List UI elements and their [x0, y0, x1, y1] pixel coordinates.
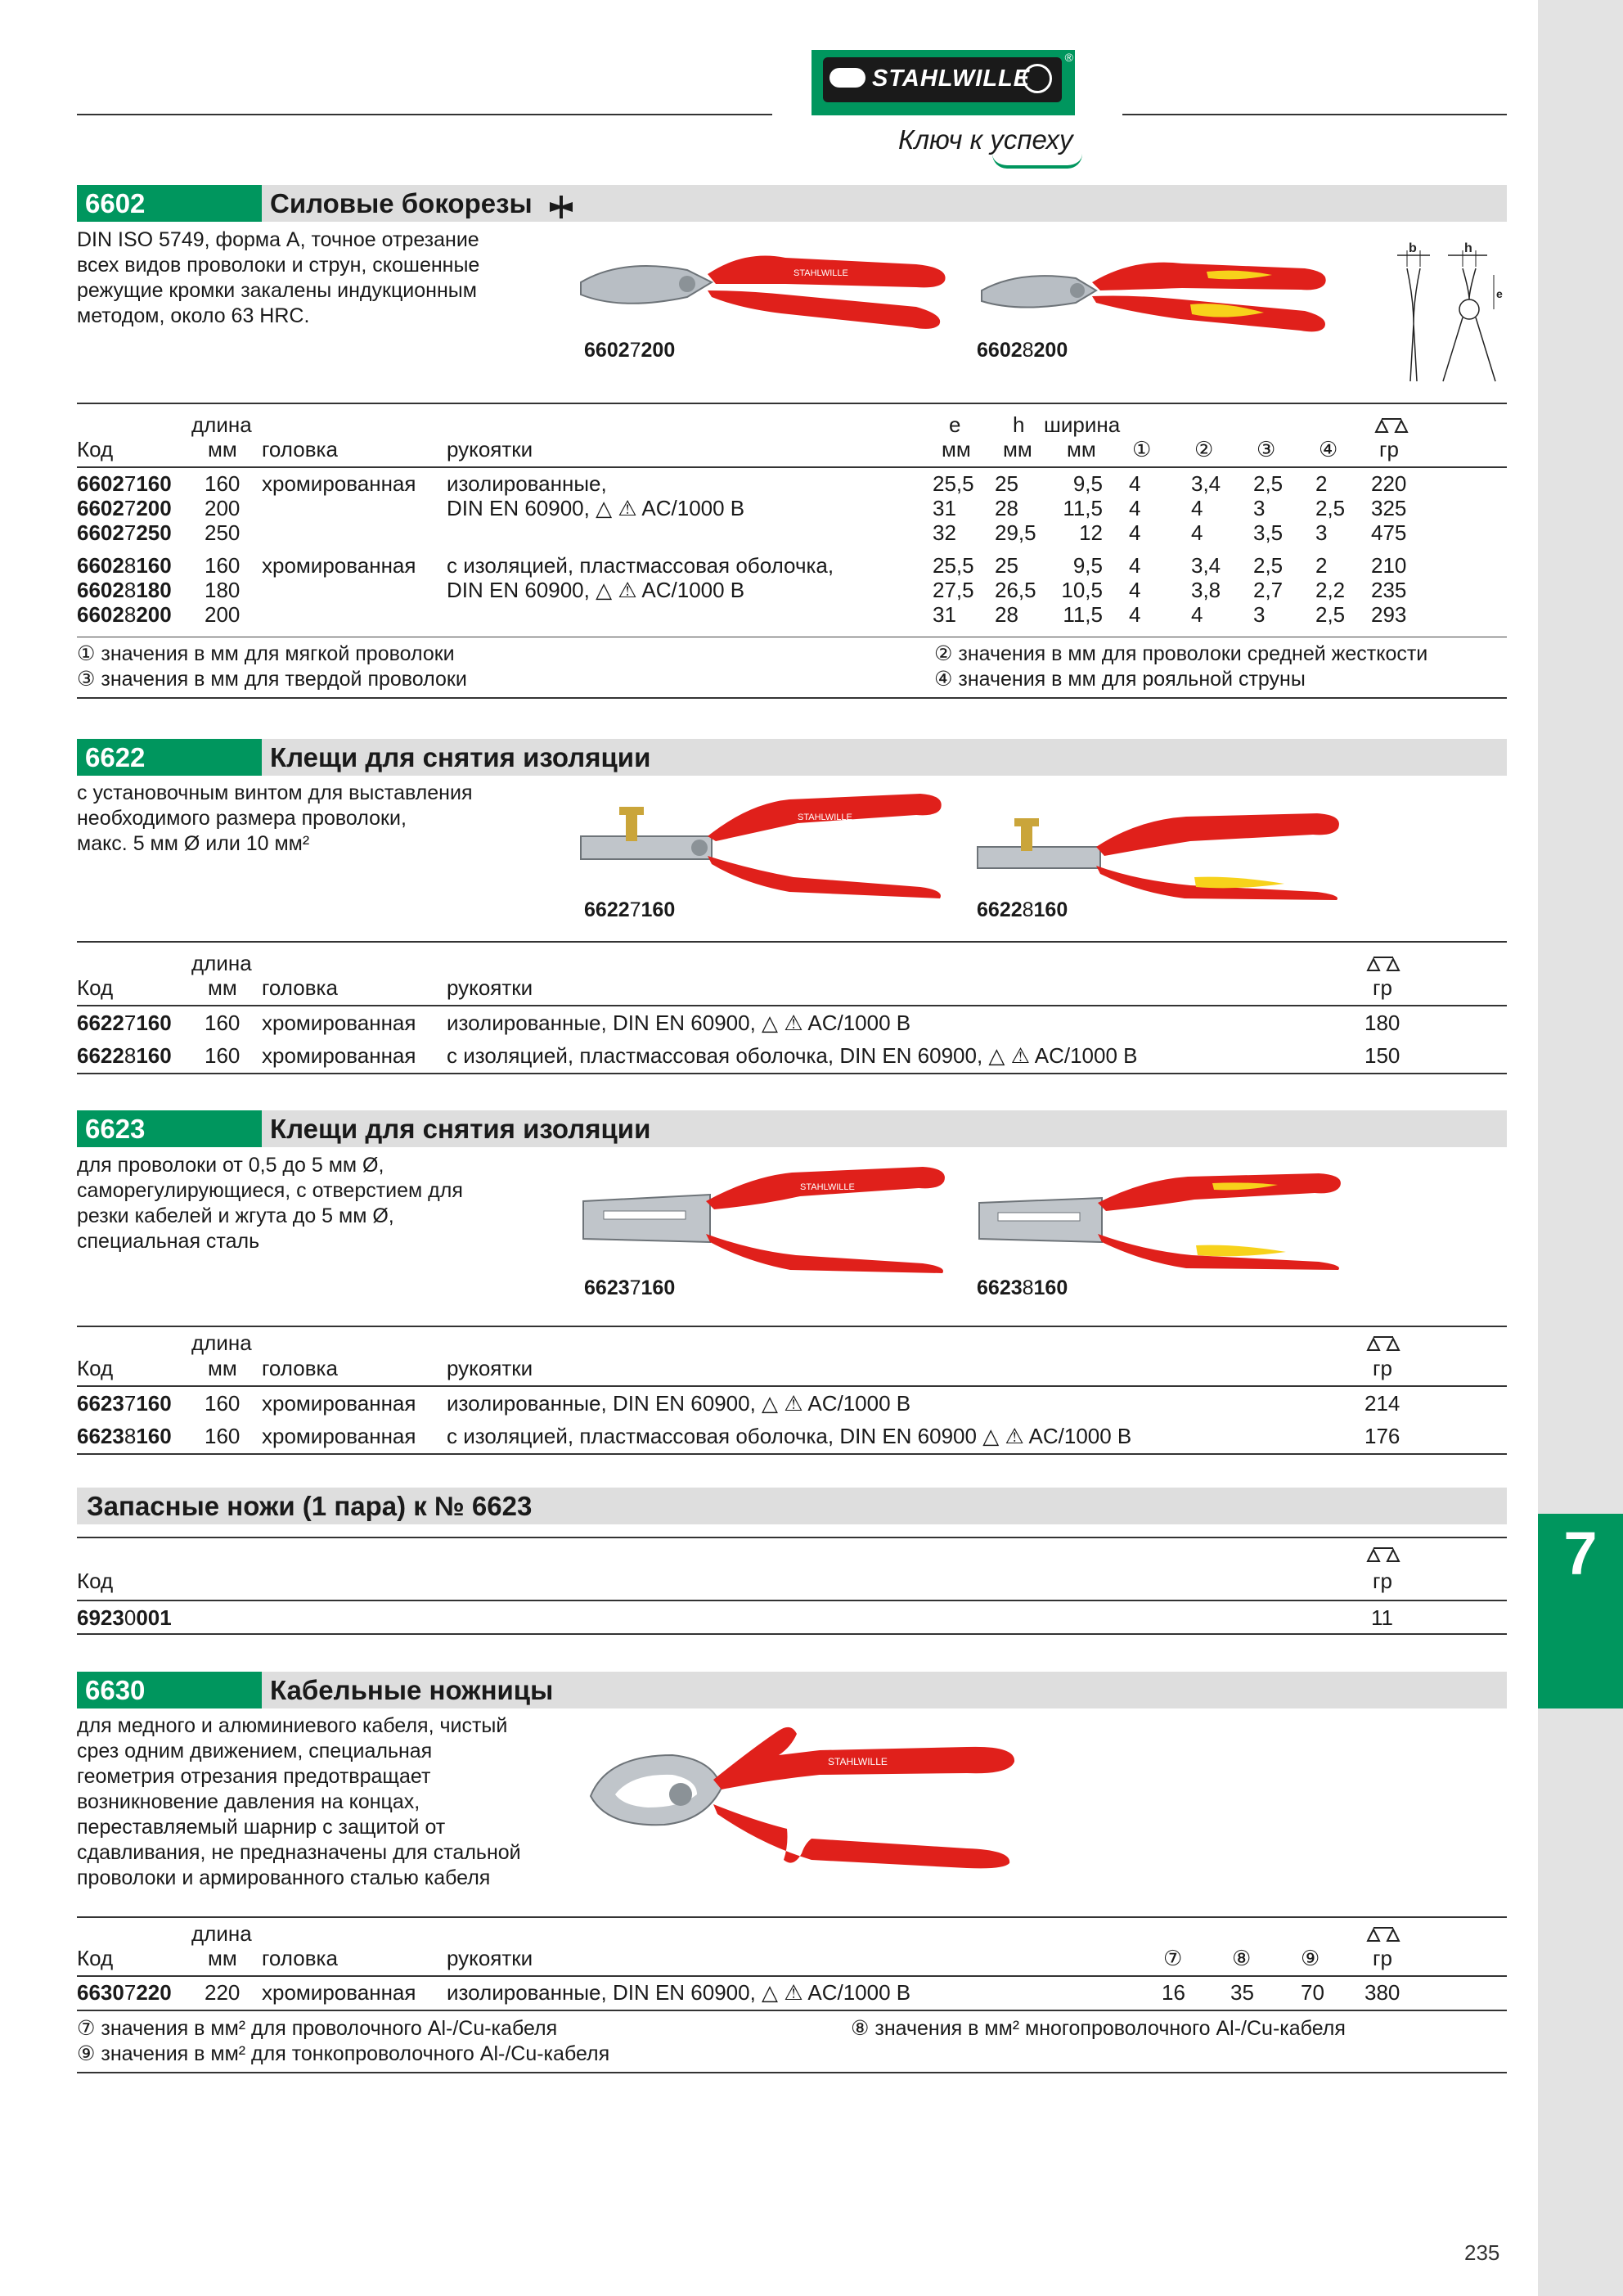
table-row-c2: 4 [1191, 520, 1203, 545]
table-rule [77, 1916, 1507, 1918]
col-header-mm: мм [208, 437, 237, 461]
section-name: Клещи для снятия изоляции [270, 742, 651, 772]
footnote: ③ значения в мм для твердой проволоки [77, 668, 467, 691]
col-header-code: Код [77, 1946, 114, 1970]
description-line: необходимого размера проволоки, [77, 807, 407, 830]
table-row-c4: 2 [1315, 471, 1328, 496]
product-image-6622-7160 [577, 787, 953, 902]
table-row-length: 180 [205, 578, 241, 602]
col-header-code: Код [77, 1569, 114, 1593]
table-row-h: 29,5 [995, 520, 1036, 545]
weight-icon [1364, 1545, 1402, 1564]
table-rule [77, 1385, 1507, 1387]
col-header-n7: ⑦ [1163, 1946, 1183, 1970]
description-line: всех видов проволоки и струн, скошенные [77, 254, 480, 277]
description-line: проволоки и армированного сталью кабеля [77, 1866, 491, 1889]
col-header-gr: гр [1373, 975, 1392, 1000]
description-line: саморегулирующиеся, с отверстием для [77, 1179, 463, 1202]
col-header-handles: рукоятки [447, 437, 533, 461]
col-header-mm: мм [208, 1946, 237, 1970]
section-description-6623 [77, 1153, 568, 1254]
table-rule [77, 1975, 1507, 1977]
table-row-width: 10,5 [1061, 578, 1103, 602]
table-row-code[interactable]: 66028160 [77, 553, 172, 578]
weight-icon [1373, 416, 1410, 435]
col-header-h: h [1013, 412, 1025, 437]
table-row-head: хромированная [262, 1011, 416, 1035]
table-row-code: 66307220 [77, 1980, 172, 2005]
logo-plate [823, 57, 1062, 102]
section-description-6622 [77, 781, 568, 857]
table-row-length: 160 [205, 471, 241, 496]
table-row-weight: 150 [1364, 1043, 1400, 1068]
table-row-c4: 2 [1315, 553, 1328, 578]
table-row-h: 25 [995, 471, 1018, 496]
table-row-h: 28 [995, 602, 1018, 627]
table-row-code: 69230001 [77, 1605, 172, 1630]
table-row-c1: 4 [1129, 578, 1141, 602]
product-image-6630-7220 [582, 1722, 1024, 1870]
section-name: Клещи для снятия изоляции [270, 1114, 651, 1144]
table-row-handles: изолированные, DIN EN 60900, △ ⚠ AC/1000 B [447, 1391, 911, 1416]
col-header-head: головка [262, 975, 338, 1000]
table-row-width: 12 [1079, 520, 1103, 545]
description-line: для проволоки от 0,5 до 5 мм Ø, [77, 1154, 384, 1177]
footnote: ④ значения в мм для рояльной струны [934, 668, 1306, 691]
col-header-length: длина [191, 951, 252, 975]
table-row-c1: 4 [1129, 496, 1141, 520]
weight-icon [1364, 954, 1402, 974]
table-row-handles: с изоляцией, пластмассовая оболочка, [447, 553, 834, 578]
slogan-swoosh [992, 154, 1082, 169]
col-header-code: Код [77, 1356, 114, 1380]
table-rule [77, 941, 1507, 943]
table-row-weight: 475 [1371, 520, 1407, 545]
table-row-code[interactable]: 66027250 [77, 520, 172, 545]
table-row-c3: 2,5 [1253, 471, 1284, 496]
footnote: ⑦ значения в мм² для проволочного Al-/Cu-кабеля [77, 2017, 558, 2040]
col-header-n2: ② [1194, 437, 1214, 461]
col-header-n4: ④ [1319, 437, 1338, 461]
table-row-c1: 4 [1129, 602, 1141, 627]
footnote: ⑧ значения в мм² многопроволочного Al-/Cu-кабеля [851, 2017, 1346, 2040]
description-line: макс. 5 мм Ø или 10 мм² [77, 832, 310, 855]
product-caption: 66237160 [584, 1276, 676, 1299]
table-row-length: 200 [205, 602, 241, 627]
table-row-handles: DIN EN 60900, △ ⚠ AC/1000 B [447, 578, 745, 602]
svg-text:h: h [1464, 242, 1472, 255]
table-row-c2: 3,4 [1191, 471, 1221, 496]
col-header-mm: мм [208, 975, 237, 1000]
table-row-handles: с изоляцией, пластмассовая оболочка, DIN EN 60900, △ ⚠ AC/1000 B [447, 1043, 1138, 1068]
table-rule [77, 1326, 1507, 1327]
table-row-head: хромированная [262, 1424, 416, 1448]
svg-text:STAHLWILLE: STAHLWILLE [798, 813, 852, 822]
table-row-c3: 3,5 [1253, 520, 1284, 545]
col-header-head: головка [262, 1946, 338, 1970]
weight-icon [1364, 1925, 1402, 1944]
product-image-6602-8200 [978, 245, 1338, 335]
product-image-6602-7200 [573, 233, 957, 340]
product-caption: 66228160 [977, 898, 1068, 921]
col-header-gr: гр [1379, 437, 1399, 461]
table-row-handles: с изоляцией, пластмассовая оболочка, DIN EN 60900 △ ⚠ AC/1000 B [447, 1424, 1132, 1448]
header-rule-right [1122, 114, 1507, 115]
table-row-weight: 11 [1371, 1605, 1393, 1630]
table-rule [77, 466, 1507, 468]
svg-text:b: b [1409, 242, 1417, 255]
table-row-length: 160 [205, 1424, 241, 1448]
section-title-spare [77, 1488, 1507, 1524]
product-caption: 66028200 [977, 339, 1068, 362]
description-line: геометрия отрезания предотвращает [77, 1765, 431, 1788]
section-name: Кабельные ножницы [270, 1675, 554, 1705]
table-row-e: 32 [933, 520, 956, 545]
table-row-length: 160 [205, 1011, 241, 1035]
section-description-6602 [77, 227, 568, 329]
table-row-head: хромированная [262, 471, 416, 496]
table-row-weight: 235 [1371, 578, 1407, 602]
table-row-weight: 210 [1371, 553, 1407, 578]
description-line: для медного и алюминиевого кабеля, чистый [77, 1714, 508, 1737]
section-title-6602 [77, 185, 1507, 222]
product-caption: 66027200 [584, 339, 676, 362]
wrench-icon [829, 68, 865, 88]
table-row-c2: 4 [1191, 602, 1203, 627]
table-row-c3: 3 [1253, 496, 1266, 520]
description-line: методом, около 63 HRC. [77, 304, 310, 327]
table-row-handles: изолированные, DIN EN 60900, △ ⚠ AC/1000 B [447, 1011, 911, 1035]
footnote: ⑨ значения в мм² для тонкопроволочного Al-/Cu-кабеля [77, 2042, 610, 2065]
table-row-weight: 180 [1364, 1011, 1400, 1035]
table-row-length: 160 [205, 1043, 241, 1068]
col-header-handles: рукоятки [447, 1356, 533, 1380]
table-row-e: 25,5 [933, 471, 974, 496]
table-row-e: 25,5 [933, 553, 974, 578]
product-caption: 66238160 [977, 1276, 1068, 1299]
registered-icon: ® [1064, 51, 1073, 64]
table-row-c3: 3 [1253, 602, 1266, 627]
table-rule [77, 697, 1507, 699]
footnote: ② значения в мм для проволоки средней жесткости [934, 642, 1428, 665]
col-header-h-mm: мм [1003, 437, 1032, 461]
table-row-width: 9,5 [1072, 553, 1103, 578]
dimension-diagram [1389, 242, 1512, 388]
table-rule [77, 2072, 1507, 2073]
col-header-n9: ⑨ [1301, 1946, 1320, 1970]
table-row-code[interactable]: 66228160 [77, 1043, 172, 1068]
table-row-c9: 70 [1301, 1980, 1324, 2005]
table-row-c3: 2,5 [1253, 553, 1284, 578]
col-header-length: длина [191, 1921, 252, 1946]
page-number: 235 [1464, 2240, 1500, 2265]
product-caption: 66227160 [584, 898, 676, 921]
footnote: ① значения в мм для мягкой проволоки [77, 642, 455, 665]
table-row-c1: 4 [1129, 520, 1141, 545]
table-row-width: 11,5 [1063, 602, 1103, 627]
table-row-head: хромированная [262, 553, 416, 578]
table-rule [77, 2010, 1507, 2011]
table-row-c2: 3,8 [1191, 578, 1221, 602]
col-header-gr: гр [1373, 1356, 1392, 1380]
col-header-n3: ③ [1257, 437, 1276, 461]
table-row-c4: 2,5 [1315, 496, 1346, 520]
col-header-handles: рукоятки [447, 1946, 533, 1970]
section-name [270, 185, 578, 222]
section-number: 6602 [77, 185, 262, 222]
col-header-length: длина [191, 412, 252, 437]
svg-text:STAHLWILLE: STAHLWILLE [800, 1182, 855, 1192]
header-rule-left [77, 114, 772, 115]
section-number: 6623 [77, 1110, 262, 1147]
table-row-head: хромированная [262, 1980, 416, 2005]
table-row-c4: 2,2 [1315, 578, 1346, 602]
col-header-length: длина [191, 1330, 252, 1355]
nut-icon [1023, 64, 1052, 93]
product-image-6623-8160 [975, 1172, 1351, 1270]
side-strip [1538, 0, 1623, 2296]
brand-logo[interactable] [812, 50, 1075, 115]
table-row-width: 11,5 [1063, 496, 1103, 520]
description-line: возникновение давления на концах, [77, 1790, 420, 1813]
svg-text:STAHLWILLE: STAHLWILLE [828, 1756, 888, 1767]
table-row-c4: 3 [1315, 520, 1328, 545]
table-rule [77, 1537, 1507, 1538]
table-row-length: 200 [205, 496, 241, 520]
section-number: 6622 [77, 739, 262, 776]
col-header-e: e [949, 412, 961, 437]
table-row-c2: 4 [1191, 496, 1203, 520]
col-header-head: головка [262, 1356, 338, 1380]
product-image-6623-7160 [579, 1160, 955, 1275]
table-rule [77, 403, 1507, 404]
description-line: DIN ISO 5749, форма A, точное отрезание [77, 228, 479, 251]
table-row-weight: 293 [1371, 602, 1407, 627]
table-row-handles: изолированные, [447, 471, 607, 496]
table-row-length: 160 [205, 553, 241, 578]
table-row-c8: 35 [1230, 1980, 1254, 2005]
col-header-width: ширина [1044, 412, 1121, 437]
description-line: с установочным винтом для выставления [77, 781, 473, 804]
col-header-mm: мм [208, 1356, 237, 1380]
table-row-weight: 214 [1364, 1391, 1400, 1416]
col-header-gr: гр [1373, 1569, 1392, 1593]
col-header-handles: рукоятки [447, 975, 533, 1000]
chapter-tab[interactable]: 7 [1538, 1514, 1623, 1708]
table-row-head: хромированная [262, 1391, 416, 1416]
col-header-code: Код [77, 975, 114, 1000]
table-row-weight: 380 [1364, 1980, 1400, 2005]
col-header-code: Код [77, 437, 114, 461]
table-row-code[interactable]: 66027160 [77, 471, 172, 496]
table-row-length: 250 [205, 520, 241, 545]
col-header-gr: гр [1373, 1946, 1392, 1970]
description-line: переставляемый шарнир с защитой от [77, 1816, 446, 1839]
description-line: сдавливания, не предназначены для стальной [77, 1841, 521, 1864]
table-row-h: 28 [995, 496, 1018, 520]
svg-text:STAHLWILLE: STAHLWILLE [794, 268, 848, 278]
table-row-handles: DIN EN 60900, △ ⚠ AC/1000 B [447, 496, 745, 520]
table-row-e: 31 [933, 602, 956, 627]
table-row-c3: 2,7 [1253, 578, 1284, 602]
table-row-c1: 4 [1129, 553, 1141, 578]
section-number: 6630 [77, 1672, 262, 1708]
table-rule [77, 1633, 1507, 1635]
table-row-width: 9,5 [1072, 471, 1103, 496]
table-rule [77, 1073, 1507, 1074]
svg-text:e: e [1496, 287, 1503, 300]
slogan: Ключ к успеху [898, 124, 1073, 155]
table-row-head: хромированная [262, 1043, 416, 1068]
section-description-6630 [77, 1713, 568, 1891]
section-title-6623 [77, 1110, 1507, 1147]
table-row-length: 220 [205, 1980, 241, 2005]
col-header-head: головка [262, 437, 338, 461]
table-row-code[interactable]: 66028180 [77, 578, 172, 602]
section-title-6622 [77, 739, 1507, 776]
table-rule [77, 1005, 1507, 1006]
col-header-width-mm: мм [1067, 437, 1096, 461]
table-row-handles: изолированные, DIN EN 60900, △ ⚠ AC/1000 B [447, 1980, 911, 2005]
col-header-e-mm: мм [942, 437, 971, 461]
table-row-h: 25 [995, 553, 1018, 578]
section-name-text: Силовые бокорезы [270, 188, 533, 218]
description-line: срез одним движением, специальная [77, 1740, 433, 1763]
table-row-c7: 16 [1162, 1980, 1185, 2005]
table-row-code[interactable]: 66238160 [77, 1424, 172, 1448]
cutter-symbol-icon [545, 192, 578, 218]
description-line: резки кабелей и жгута до 5 мм Ø, [77, 1204, 394, 1227]
table-row-weight: 220 [1371, 471, 1407, 496]
table-row-e: 27,5 [933, 578, 974, 602]
section-title-6630 [77, 1672, 1507, 1708]
description-line: специальная сталь [77, 1230, 260, 1253]
table-row-length: 160 [205, 1391, 241, 1416]
col-header-n1: ① [1132, 437, 1152, 461]
table-row-weight: 325 [1371, 496, 1407, 520]
table-row-h: 26,5 [995, 578, 1036, 602]
table-row-code[interactable]: 66227160 [77, 1011, 172, 1035]
description-line: режущие кромки закалены индукционным [77, 279, 477, 302]
table-rule [77, 1600, 1507, 1601]
table-row-c4: 2,5 [1315, 602, 1346, 627]
table-row-code[interactable]: 66237160 [77, 1391, 172, 1416]
table-row-c2: 3,4 [1191, 553, 1221, 578]
table-row-c1: 4 [1129, 471, 1141, 496]
table-row-weight: 176 [1364, 1424, 1400, 1448]
table-rule [77, 1453, 1507, 1455]
weight-icon [1364, 1334, 1402, 1353]
section-name: Запасные ножи (1 пара) к № 6623 [87, 1491, 533, 1521]
col-header-n8: ⑧ [1232, 1946, 1252, 1970]
table-row-code[interactable]: 66028200 [77, 602, 172, 627]
table-row-e: 31 [933, 496, 956, 520]
product-image-6622-8160 [973, 810, 1350, 900]
table-row-code[interactable]: 66027200 [77, 496, 172, 520]
brand-name: STAHLWILLE [872, 65, 1031, 92]
